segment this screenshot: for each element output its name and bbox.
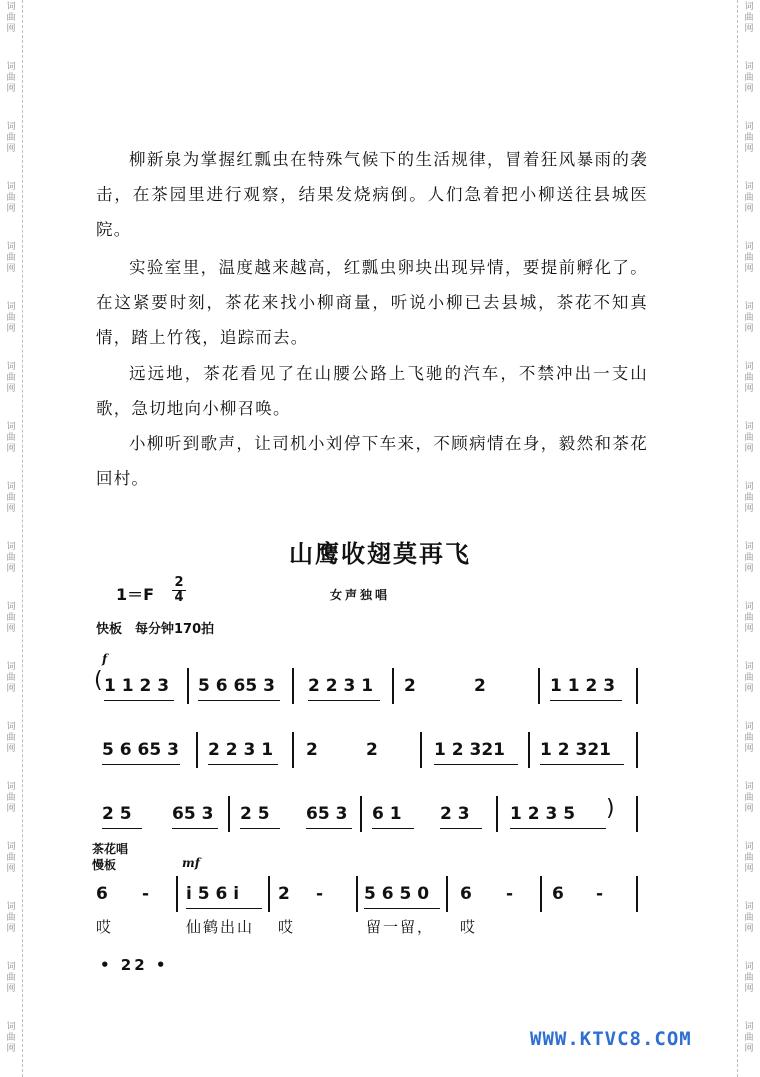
measure-token: -: [316, 884, 324, 904]
measure-token: 2: [474, 676, 486, 696]
margin-watermark-stack: 词 曲 网: [6, 722, 16, 754]
lyric-4: 留一留，: [366, 918, 435, 936]
margin-watermark-stack: 词 曲 网: [744, 842, 754, 874]
paragraph-2: 实验室里，温度越来越高，红瓢虫卵块出现异情，要提前孵化了。在这紧要时刻，茶花来找小柳商量，听说小柳已去县城，茶花不知真情，踏上竹筏，追踪而去。: [96, 258, 648, 347]
margin-watermark-stack: 词 曲 网: [744, 542, 754, 574]
beam-line: [102, 828, 142, 829]
paragraph-1: 柳新泉为掌握红瓢虫在特殊气候下的生活规律，冒着狂风暴雨的袭击，在茶园里进行观察，结果发烧病倒。人们急着把小柳送往县城医院。: [96, 150, 648, 239]
lyric-2: 仙鹤出山: [186, 918, 255, 936]
margin-watermark-stack: 词 曲 网: [6, 782, 16, 814]
margin-watermark-stack: 词 曲 网: [744, 302, 754, 334]
measure-token: 6: [552, 884, 564, 904]
margin-watermark-stack: 词 曲 网: [744, 662, 754, 694]
measure-token: 2: [404, 676, 416, 696]
singer-label: 茶花唱: [92, 842, 129, 856]
beam-line: [240, 828, 280, 829]
bar-line: [636, 732, 638, 768]
margin-watermark-stack: 词 曲 网: [6, 962, 16, 994]
beam-line: [198, 700, 280, 701]
margin-watermark-stack: 词 曲 网: [744, 182, 754, 214]
measure-token: 6 1: [372, 804, 402, 824]
beam-line: [440, 828, 482, 829]
dynamic-forte: f: [102, 652, 108, 666]
bar-line: [268, 876, 270, 912]
measure-token: 1 1 2 3: [104, 676, 170, 696]
beam-line: [208, 764, 278, 765]
measure-token: 1 2 3 5: [510, 804, 576, 824]
measure-token: 65 3: [306, 804, 348, 824]
measure-token: 1 2 321: [434, 740, 505, 760]
beam-line: [306, 828, 352, 829]
bar-line: [636, 876, 638, 912]
measure-token: 5 6 5 0: [364, 884, 430, 904]
margin-watermark-stack: 词 曲 网: [744, 2, 754, 34]
measure-token: 2: [306, 740, 318, 760]
measure-token: -: [506, 884, 514, 904]
beam-line: [540, 764, 624, 765]
measure-token: 65 3: [172, 804, 214, 824]
margin-watermark-stack: 词 曲 网: [744, 902, 754, 934]
measure-token: 6: [96, 884, 108, 904]
bar-line: [496, 796, 498, 832]
score-row-2: [0, 726, 760, 786]
measure-token: -: [596, 884, 604, 904]
measure-token: 2 3: [440, 804, 470, 824]
bar-line: [292, 668, 294, 704]
margin-watermark-stack: 词 曲 网: [744, 782, 754, 814]
margin-watermark-stack: 词 曲 网: [744, 1022, 754, 1054]
measure-token: 2 2 3 1: [208, 740, 274, 760]
margin-watermark-stack: 词 曲 网: [744, 122, 754, 154]
measure-token: 2: [366, 740, 378, 760]
bar-line: [636, 668, 638, 704]
margin-watermark-stack: 词 曲 网: [6, 362, 16, 394]
bar-line: [420, 732, 422, 768]
margin-watermark-stack: 词 曲 网: [744, 962, 754, 994]
margin-watermark-stack: 词 曲 网: [6, 1022, 16, 1054]
paragraph-4: 小柳听到歌声，让司机小刘停下车来，不顾病情在身，毅然和茶花回村。: [96, 434, 648, 488]
measure-token: 2: [278, 884, 290, 904]
score-row-1: [0, 662, 760, 722]
lyric-5: 哎: [460, 918, 478, 936]
time-signature-top: 2: [172, 576, 186, 591]
margin-watermark-stack: 词 曲 网: [6, 242, 16, 274]
beam-line: [550, 700, 622, 701]
margin-watermark-stack: 词 曲 网: [6, 182, 16, 214]
measure-token: 1 1 2 3: [550, 676, 616, 696]
site-watermark: WWW.KTVC8.COM: [530, 1028, 692, 1050]
measure-token: 2 5: [240, 804, 270, 824]
measure-token: -: [142, 884, 150, 904]
lyric-1: 哎: [96, 918, 114, 936]
bar-line: [356, 876, 358, 912]
margin-watermark-stack: 词 曲 网: [744, 242, 754, 274]
margin-watermark-stack: 词 曲 网: [6, 842, 16, 874]
close-paren: ): [606, 796, 615, 821]
margin-watermark-stack: 词 曲 网: [6, 602, 16, 634]
bar-line: [196, 732, 198, 768]
bar-line: [538, 668, 540, 704]
margin-watermark-stack: 词 曲 网: [6, 902, 16, 934]
song-title: 山鹰收翅莫再飞: [289, 540, 471, 568]
measure-token: i 5 6 i: [186, 884, 240, 904]
beam-line: [434, 764, 518, 765]
lyric-3: 哎: [278, 918, 296, 936]
time-signature: [172, 576, 186, 605]
margin-watermark-stack: 词 曲 网: [6, 422, 16, 454]
beam-line: [186, 908, 262, 909]
key-signature: 1＝F: [116, 585, 155, 604]
margin-watermark-stack: 词 曲 网: [744, 602, 754, 634]
margin-watermark-stack: 词 曲 网: [6, 122, 16, 154]
margin-watermark-stack: 词 曲 网: [744, 62, 754, 94]
bar-line: [528, 732, 530, 768]
beam-line: [510, 828, 606, 829]
beam-line: [104, 700, 174, 701]
margin-watermark-stack: 词 曲 网: [6, 2, 16, 34]
margin-watermark-stack: 词 曲 网: [6, 542, 16, 574]
bar-line: [187, 668, 189, 704]
beam-line: [308, 700, 380, 701]
bar-line: [360, 796, 362, 832]
measure-token: 5 6 65 3: [102, 740, 179, 760]
measure-token: 6: [460, 884, 472, 904]
margin-watermark-stack: 词 曲 网: [6, 62, 16, 94]
margin-watermark-stack: 词 曲 网: [6, 302, 16, 334]
measure-token: 1 2 321: [540, 740, 611, 760]
margin-watermark-stack: 词 曲 网: [6, 482, 16, 514]
page-number: • 22 •: [100, 956, 169, 974]
measure-token: 5 6 65 3: [198, 676, 275, 696]
margin-watermark-stack: 词 曲 网: [744, 422, 754, 454]
bar-line: [228, 796, 230, 832]
margin-watermark-stack: 词 曲 网: [744, 362, 754, 394]
bar-line: [176, 876, 178, 912]
bar-line: [540, 876, 542, 912]
paragraph-3: 远远地，茶花看见了在山腰公路上飞驰的汽车，不禁冲出一支山歌，急切地向小柳召唤。: [96, 364, 648, 418]
time-signature-bottom: 4: [174, 590, 184, 605]
tempo-marking: 快板 每分钟170拍: [96, 622, 215, 637]
margin-watermark-stack: 词 曲 网: [744, 722, 754, 754]
beam-line: [172, 828, 218, 829]
dynamic-mezzo-forte: mf: [182, 856, 200, 870]
beam-line: [372, 828, 414, 829]
measure-token: 2 2 3 1: [308, 676, 374, 696]
voice-type: 女声独唱: [330, 588, 391, 602]
bar-line: [636, 796, 638, 832]
bar-line: [292, 732, 294, 768]
beam-line: [364, 908, 440, 909]
bar-line: [392, 668, 394, 704]
margin-watermark-stack: 词 曲 网: [6, 662, 16, 694]
measure-token: 2 5: [102, 804, 132, 824]
bar-line: [446, 876, 448, 912]
margin-watermark-stack: 词 曲 网: [744, 482, 754, 514]
beam-line: [102, 764, 180, 765]
tempo-slow-label: 慢板: [92, 858, 117, 872]
open-paren: (: [94, 668, 103, 693]
